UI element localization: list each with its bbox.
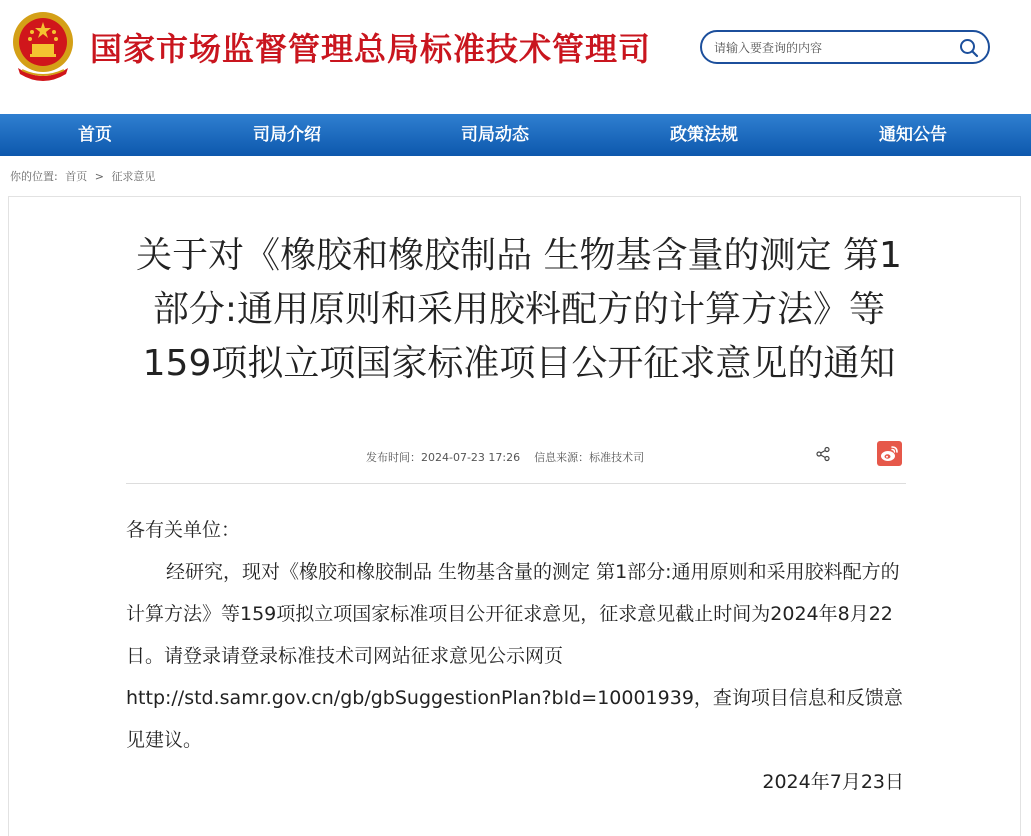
body-paragraph: 经研究，现对《橡胶和橡胶制品 生物基含量的测定 第1部分:通用原则和采用胶料配方的计算方法》等159项拟立项国家标准项目公开征求意见，征求意见截止时间为2024年8月22日。请登录请登录标准技术司网站征求意见公示网页http://std.samr.gov.cn/gb/gbSuggestionPlan?bId=10001939，查询项目信息和反馈意见建议。 xyxy=(126,561,903,751)
article-body xyxy=(126,509,910,761)
article-date: 2024年7月23日 xyxy=(762,771,904,793)
search-icon[interactable] xyxy=(958,37,980,59)
nav-item-about[interactable]: 司局介绍 xyxy=(253,125,321,145)
national-emblem-icon xyxy=(8,8,78,82)
publish-time: 发布时间：2024-07-23 17:26 xyxy=(366,451,521,464)
nav-item-home[interactable]: 首页 xyxy=(78,125,112,145)
site-header xyxy=(0,0,1031,114)
breadcrumb xyxy=(10,168,159,184)
weibo-icon[interactable] xyxy=(877,441,902,466)
nav-item-news[interactable]: 司局动态 xyxy=(461,125,529,145)
breadcrumb-separator: > xyxy=(94,170,104,183)
salutation: 各有关单位： xyxy=(126,519,241,541)
breadcrumb-home[interactable]: 首页 xyxy=(65,170,88,183)
article-container xyxy=(8,196,1021,836)
main-nav xyxy=(0,114,1031,156)
nav-item-notices[interactable]: 通知公告 xyxy=(879,125,947,145)
breadcrumb-label: 你的位置: xyxy=(10,170,58,183)
search-input[interactable] xyxy=(712,37,956,59)
divider xyxy=(126,483,906,484)
article-title: 关于对《橡胶和橡胶制品 生物基含量的测定 第1部分:通用原则和采用胶料配方的计算方法》等159项拟立项国家标准项目公开征求意见的通知 xyxy=(136,235,902,384)
site-title: 国家市场监督管理总局标准技术管理司 xyxy=(90,30,652,68)
nav-item-policy[interactable]: 政策法规 xyxy=(670,125,738,145)
search-box xyxy=(700,30,990,64)
article-meta xyxy=(366,449,644,465)
share-icon[interactable] xyxy=(815,446,831,462)
breadcrumb-current[interactable]: 征求意见 xyxy=(111,170,156,183)
info-source: 信息来源：标准技术司 xyxy=(534,451,645,464)
